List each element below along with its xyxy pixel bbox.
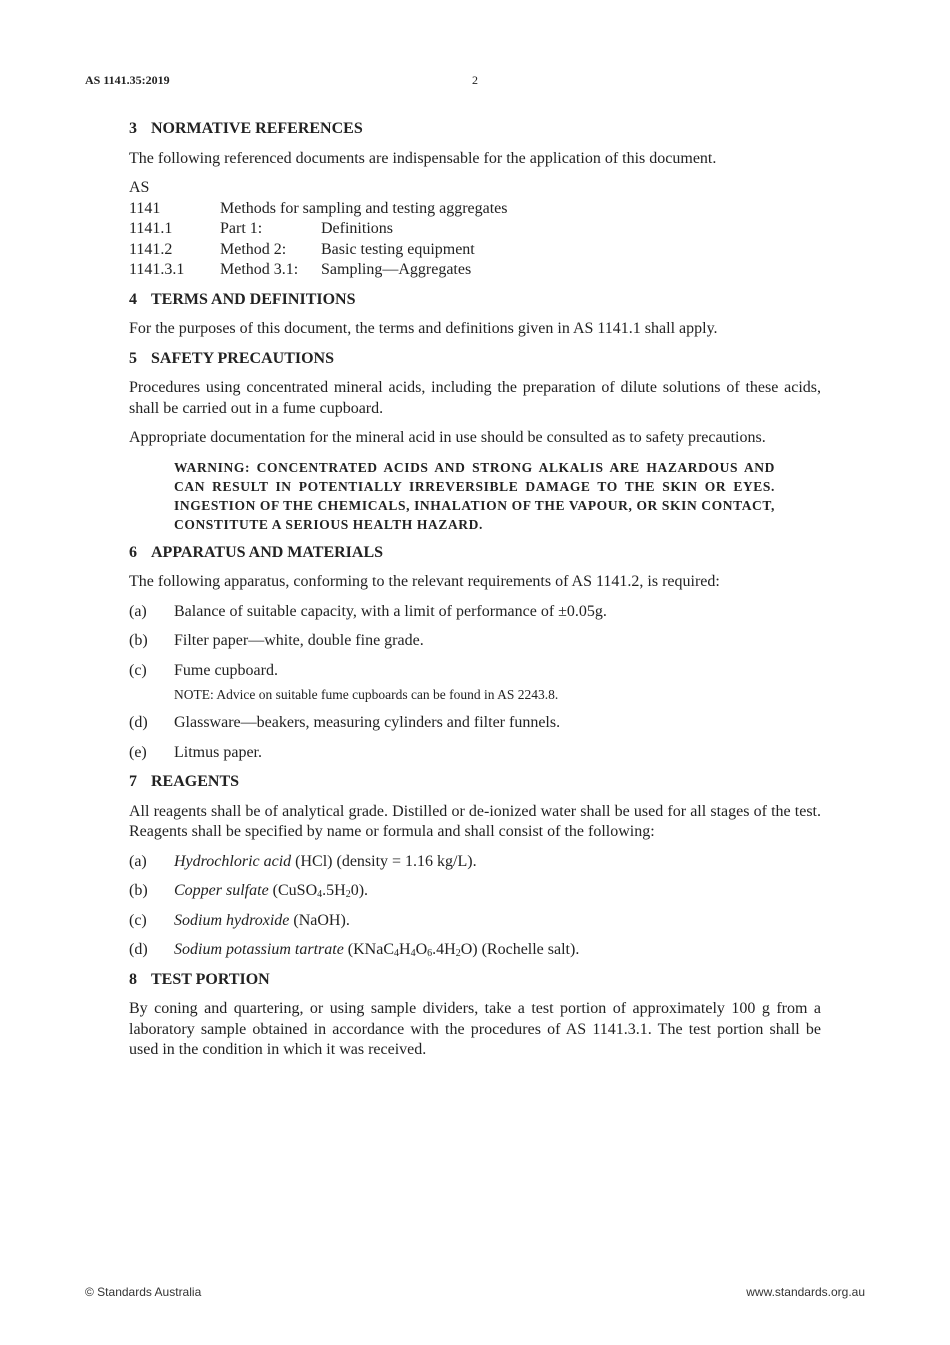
- document-body: [129, 119, 821, 1070]
- reagent-item: (d) Sodium potassium tartrate $(KNaC_4H_4O_6.4H_2O)$ (Rochelle salt).: [129, 941, 580, 959]
- section-4-heading: 4 TERMS AND DEFINITIONS: [129, 290, 356, 308]
- safety-warning: WARNING: CONCENTRATED ACIDS AND STRONG ALKALIS ARE HAZARDOUS AND CAN RESULT IN POTENTIALLY IRREVERSIBLE DAMAGE TO THE SKIN OR EYES. INGESTION OF THE CHEMICALS, INHALATION OF THE VAPOUR, OR SKIN CONTACT, CONSTITUTE A SERIOUS HEALTH HAZARD.: [174, 459, 775, 532]
- apparatus-item: (a) Balance of suitable capacity, with a limit of performance of ±0.05g.: [129, 602, 607, 620]
- section-3-heading: 3 NORMATIVE REFERENCES: [129, 120, 363, 137]
- header-standard-number: AS 1141.35:2019: [85, 73, 170, 87]
- page-number: 2: [472, 73, 478, 87]
- section-5-paragraph-2: Appropriate documentation for the mineral acid in use should be consulted as to safety precautions.: [129, 429, 766, 446]
- section-5-heading: 5 SAFETY PRECAUTIONS: [129, 349, 334, 367]
- apparatus-item: (c) Fume cupboard. NOTE: Advice on suitable fume cupboards can be found in AS 2243.8.: [129, 661, 821, 705]
- reference-list: [129, 178, 821, 281]
- section-7-intro: All reagents shall be of analytical grade. Distilled or de-ionized water shall be used for all stages of the test. Reagents shall be specified by name or formula and shall consist of the following:: [129, 802, 821, 840]
- reagent-item: (b) Copper sulfate $(CuSO_4.5H_20)$.: [129, 882, 369, 900]
- section-8-heading: 8 TEST PORTION: [129, 970, 270, 988]
- apparatus-item: (e) Litmus paper.: [129, 743, 262, 761]
- section-6-intro: The following apparatus, conforming to the relevant requirements of AS 1141.2, is required:: [129, 573, 720, 590]
- apparatus-item: (d) Glassware—beakers, measuring cylinders and filter funnels.: [129, 714, 561, 731]
- reagent-item: (c) Sodium hydroxide (NaOH).: [129, 911, 350, 929]
- section-6-heading: 6 APPARATUS AND MATERIALS: [129, 543, 384, 561]
- section-8-paragraph: By coning and quartering, or using sample dividers, take a test portion of approximately 100 g from a laboratory sample obtained in accordance with the procedures of AS 1141.3.1. The test portion shall be used in the condition in which it was received.: [129, 1000, 821, 1058]
- apparatus-item: (b) Filter paper—white, double fine grade.: [129, 632, 424, 649]
- reference-prefix: AS: [129, 179, 150, 196]
- reference-item: 1141 Methods for sampling and testing aggregates: [129, 199, 508, 217]
- reference-item: 1141.2 Method 2: Basic testing equipment: [129, 240, 475, 258]
- reference-item: 1141.1 Part 1: Definitions: [129, 220, 393, 237]
- section-5-paragraph-1: Procedures using concentrated mineral acids, including the preparation of dilute solutions of these acids, shall be carried out in a fume cupboard.: [129, 379, 821, 417]
- section-4-paragraph: For the purposes of this document, the terms and definitions given in AS 1141.1 shall apply.: [129, 320, 718, 337]
- apparatus-note: NOTE: Advice on suitable fume cupboards can be found in AS 2243.8.: [174, 687, 559, 702]
- footer-copyright: © Standards Australia: [85, 1285, 202, 1299]
- section-3-intro: The following referenced documents are indispensable for the application of this document.: [129, 149, 717, 167]
- reference-item: 1141.3.1 Method 3.1: Sampling—Aggregates: [129, 261, 472, 278]
- section-7-heading: 7 REAGENTS: [129, 773, 240, 790]
- footer-website[interactable]: www.standards.org.au: [746, 1285, 865, 1299]
- reagent-item: (a) Hydrochloric acid (HCl) (density = 1.16 kg/L).: [129, 852, 477, 870]
